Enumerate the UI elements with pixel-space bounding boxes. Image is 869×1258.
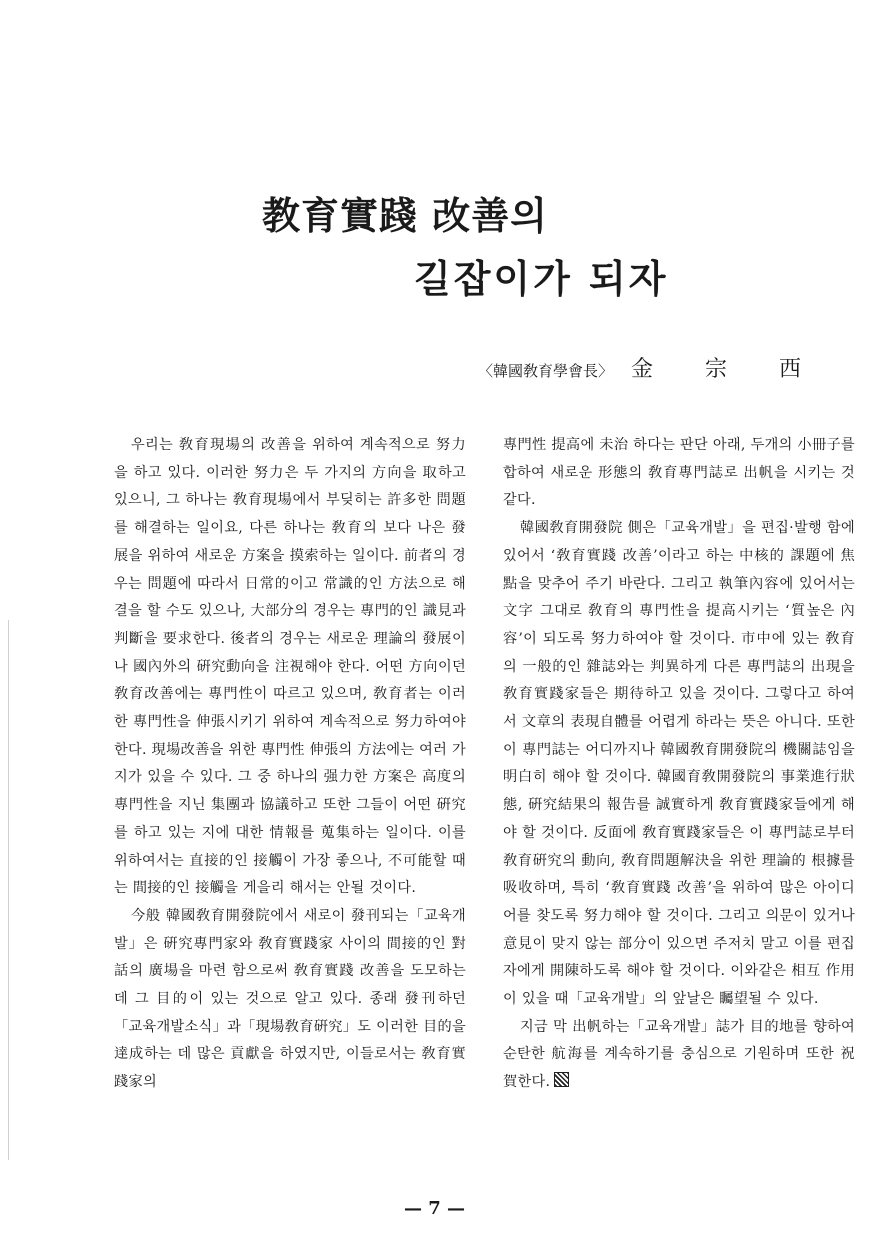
article-title-line-2: 길잡이가 되자: [414, 256, 669, 301]
author-name: 金宗西: [631, 357, 854, 382]
text-column-right: [503, 432, 855, 1097]
article-title-line-1: 教育實踐 改善의: [262, 193, 548, 238]
author-byline: [478, 352, 853, 383]
body-paragraph-3: 韓國敎育開發院 側은「교육개발」을 편집·발행 함에 있어서 ‘敎育實踐 改善’이라고 하는 中核的 課題에 焦點을 맞추어 주기 바란다. 그리고 執筆內容에 있어서는 文字 그대로 敎育의 專門性을 提高시키는 ‘質높은 內容’이 되도록 努力하여야 할 것이다. 市中에 있는 敎育의 一般的인 雜誌와는 判異하게 다른 專門誌의 出現을 敎育實踐家들은 期待하고 있을 것이다. 그렇다고 하여서 文章의 表現自體를 어렵게 하라는 뜻은 아니다. 또한 이 專門誌는 어디까지나 韓國敎育開發院의 機關誌임을 明白히 해야 할 것이다. 韓國育敎開發院의 事業進行狀態, 硏究結果의 報告를 誠實하게 敎育實踐家들에게 해야 할 것이다. 反面에 敎育實踐家들은 이 專門誌로부터 敎育硏究의 動向, 敎育問題解決을 위한 理論的 根據를 吸收하며, 특히 ‘敎育實踐 改善’을 위하여 많은 아이디어를 찾도록 努力해야 할 것이다. 그리고 의문이 있거나 意見이 맞지 않는 部分이 있으면 주저치 말고 이를 편집자에게 開陳하도록 해야 할 것이다. 이와같은 相互 作用이 있을 때「교육개발」의 앞날은 矚望될 수 있다.: [503, 520, 855, 1008]
author-affiliation: 〈韓國敎育學會長〉: [478, 362, 614, 380]
text-column-left: [114, 432, 466, 1097]
body-paragraph-4: [503, 1014, 855, 1097]
body-paragraph-1: 우리는 敎育現場의 改善을 위하여 계속적으로 努力을 하고 있다. 이러한 努力은 두 가지의 方向을 取하고 있으니, 그 하나는 敎育現場에서 부딪히는 許多한 問題를 해결하는 일이요, 다른 하나는 敎育의 보다 나은 發展을 위하여 새로운 方案을 摸索하는 일이다. 前者의 경우는 問題에 따라서 日常的이고 常識的인 方法으로 해결을 할 수도 있으나, 大部分의 경우는 專門的인 識見과 判斷을 要求한다. 後者의 경우는 새로운 理論의 發展이나 國內外의 硏究動向을 注視해야 한다. 어떤 方向이던 敎育改善에는 專門性이 따르고 있으며, 敎育者는 이러한 專門性을 伸張시키기 위하여 계속적으로 努力하여야 한다. 現場改善을 위한 專門性 伸張의 方法에는 여러 가지가 있을 수 있다. 그 중 하나의 强力한 方案은 高度의 專門性을 지닌 集團과 協議하고 또한 그들이 어떤 硏究를 하고 있는 지에 대한 情報를 蒐集하는 일이다. 이를 위하여서는 直接的인 接觸이 가장 좋으나, 不可能할 때는 間接的인 接觸을 게을리 해서는 안될 것이다.: [114, 437, 466, 897]
body-paragraph-2-part-2: 專門性 提高에 未治 하다는 판단 아래, 두개의 小冊子를 합하여 새로운 形態의 敎育專門誌로 出帆을 시키는 것 같다.: [503, 437, 855, 509]
closing-text: 지금 막 出帆하는「교육개발」誌가 目的地를 향하여 순탄한 航海를 계속하기를 충심으로 기원하며 또한 祝賀한다.: [503, 1018, 855, 1091]
end-of-article-mark: [554, 1072, 569, 1087]
page-number: — 7 —: [403, 1198, 466, 1219]
body-paragraph-2-part-1: 今般 韓國敎育開發院에서 새로이 發刊되는「교육개발」은 硏究專門家와 敎育實踐家 사이의 間接的인 對話의 廣場을 마련 함으로써 敎育實踐 改善을 도모하는 데 그 目的이 있는 것으로 알고 있다. 종래 發刊하던「교육개발소식」과「現場敎育硏究」도 이러한 目的을 達成하는 데 많은 貢獻을 하였지만, 이들로서는 敎育實踐家의: [114, 907, 466, 1091]
scan-margin-line: [8, 620, 9, 1160]
